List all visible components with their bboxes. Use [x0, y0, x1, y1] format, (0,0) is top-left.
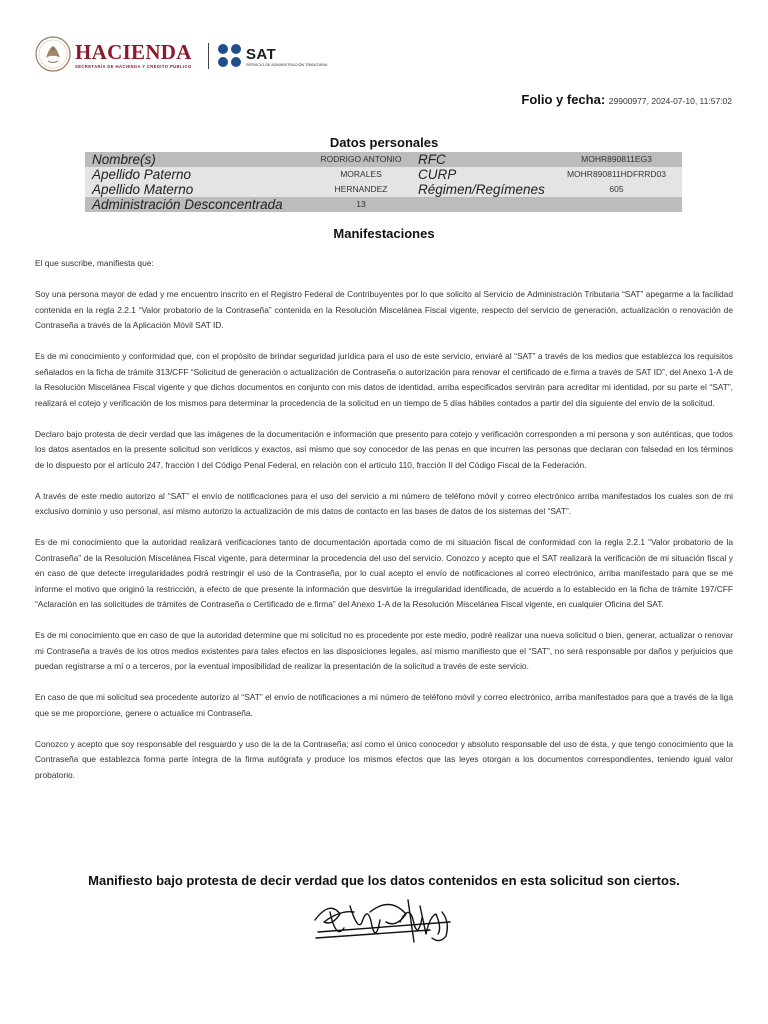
field-value: RODRIGO ANTONIO [304, 152, 418, 167]
field-value: MOHR890811HDFRRD03 [551, 167, 682, 182]
field-label: CURP [418, 167, 551, 182]
field-value: MOHR890811EG3 [551, 152, 682, 167]
paragraph: Es de mi conocimiento que en caso de que la autoridad determine que mi solicitud no es procedente por este medio, podré realizar una nueva solicitud o bien, generar, actualizar o renovar mi Contraseña a través de los otros medios existentes para tales efectos en las disposiciones legales, así mismo manifiesto que el “SAT”, no será responsable por daños y perjuicios que puedan registrarse a mí o a terceros, por la eventual imposibilidad de realizar la presentación de la solicitud a través de este servicio. [35, 630, 733, 671]
folio-line [521, 92, 732, 107]
field-label: Apellido Materno [85, 182, 304, 197]
table-row [85, 167, 682, 182]
field-value: 13 [304, 197, 418, 212]
paragraph: Declaro bajo protesta de decir verdad que las imágenes de la documentación e información que presento para cotejo y verificación corresponden a mi persona y son auténticas, que todos los datos asentados en la presente solicitud son verídicos y exactos, así mismo que soy conocedor de las penas en que incurren las personas que declaran con falsedad en los términos de lo dispuesto por el artículo 247, fracción I del Código Penal Federal, en relación con el artículo 110, fracción II del Código Fiscal de la Federación. [35, 428, 733, 470]
paragraph: A través de este medio autorizo al “SAT” el envío de notificaciones para el uso del servicio a mi número de teléfono móvil y correo electrónico arriba manifestados los cuales son de mi exclusivo dominio y uso personal, así mismo autorizo la actualización de mis datos de contacto en las bases de datos de los sistemas del “SAT”. [35, 490, 733, 516]
field-label [418, 197, 551, 212]
mexican-eagle-seal-icon [35, 36, 71, 72]
field-value: MORALES [304, 167, 418, 182]
paragraph: Soy una persona mayor de edad y me encuentro inscrito en el Registro Federal de Contribuyentes por lo que solicito al Servicio de Administración Tributaria “SAT” apegarme a la facilidad contenida en la regla 2.2.1 “Valor probatorio de la Contraseña” contenida en la Resolución Miscelánea Fiscal vigente, respecto del servicio de generación, actualización o renovación de Contraseña a través de la Aplicación Móvil SAT ID. [35, 289, 733, 330]
field-label: RFC [418, 152, 551, 167]
field-value: 605 [551, 182, 682, 197]
folio-value: 29900977, 2024-07-10, 11:57:02 [608, 96, 732, 106]
paragraph: Conozco y acepto que soy responsable del resguardo y uso de la de la Contraseña; así como el único conocedor y absoluto responsable del uso de ésta, y que tengo conocimiento que la Contraseña que establezca forma parte íntegra de la firma autógrafa y produce los mismos efectos que las leyes otorgan a los documentos correspondientes, teniendo igual valor probatorio. [35, 738, 733, 780]
declaration-statement: Manifiesto bajo protesta de decir verdad que los datos contenidos en esta solicitud son ciertos. [88, 873, 680, 888]
signature-image [310, 892, 460, 952]
manifestaciones-title: Manifestaciones [333, 226, 435, 241]
table-row [85, 182, 682, 197]
field-value: HERNANDEZ [304, 182, 418, 197]
field-label: Nombre(s) [85, 152, 304, 167]
hacienda-logo-text: HACIENDA [75, 40, 192, 64]
hacienda-subtitle: SECRETARÍA DE HACIENDA Y CRÉDITO PÚBLICO [75, 64, 192, 69]
sat-logo-icon [217, 43, 243, 69]
manifestaciones-body [35, 256, 733, 799]
personal-data-table [85, 152, 682, 212]
field-label: Administración Desconcentrada [85, 197, 304, 212]
table-row [85, 197, 682, 212]
folio-label: Folio y fecha: [521, 92, 606, 107]
sat-subtitle: SERVICIO DE ADMINISTRACIÓN TRIBUTARIA [246, 63, 328, 67]
paragraph: Es de mi conocimiento y conformidad que, con el propósito de brindar seguridad jurídica para el uso de este servicio, enviaré al “SAT” a través de los medios que establezca los requisitos señalados en la ficha de trámite 313/CFF “Solicitud de generación o actualización de Contraseña o autorización para renovar el certificado de e.firma a través de SAT ID”, del Anexo 1-A de la Resolución Miscelánea Fiscal vigente y que dichos documentos en conjunto con mis datos de identidad, arriba especificados servirán para acreditar mi identidad, por su parte el “SAT”, realizará el cotejo y verificación de los mismos para determinar la procedencia de la solicitud en un tiempo de 5 días hábiles contados a partir del día siguiente del envío de la solicitud. [35, 351, 733, 408]
field-label: Apellido Paterno [85, 167, 304, 182]
paragraph: Es de mi conocimiento que la autoridad realizará verificaciones tanto de documentación aportada como de mi situación fiscal de conformidad con la regla 2.2.1 “Valor probatorio de la Contraseña” de la Resolución Miscelánea Fiscal vigente, para determinar la procedencia del uso del servicio. Conozco y acepto que el SAT realizará la verificación de mi situación fiscal y en caso de que detecte irregularidades podrá restringir el uso de la Contraseña, por lo cual acepto el envío de notificaciones al correo electrónico, arriba manifestado para que se me informe el motivo que originó la restricción, a efecto de que presente la información que desvirtúe la irregularidad identificada, de acuerdo a lo establecido en la ficha de trámite 197/CFF “Aclaración en las solicitudes de trámites de Contraseña o Certificado de e.firma” del Anexo 1-A de la Resolución Miscelánea Fiscal vigente, en cualquier Oficina del SAT. [35, 537, 733, 609]
document-header [35, 36, 435, 76]
datos-personales-title: Datos personales [329, 135, 439, 150]
logo-divider [208, 43, 209, 69]
field-label: Régimen/Regímenes [418, 182, 551, 197]
table-row [85, 152, 682, 167]
sat-logo-text: SAT [246, 46, 277, 63]
paragraph: En caso de que mi solicitud sea procedente autorizo al “SAT” el envío de notificaciones a mi número de teléfono móvil y correo electrónico, arriba manifestados para que a través de la liga que se me proporcione, genere o actualice mi Contraseña. [35, 692, 733, 718]
field-value [551, 197, 682, 212]
paragraph: El que suscribe, manifiesta que: [35, 258, 154, 268]
